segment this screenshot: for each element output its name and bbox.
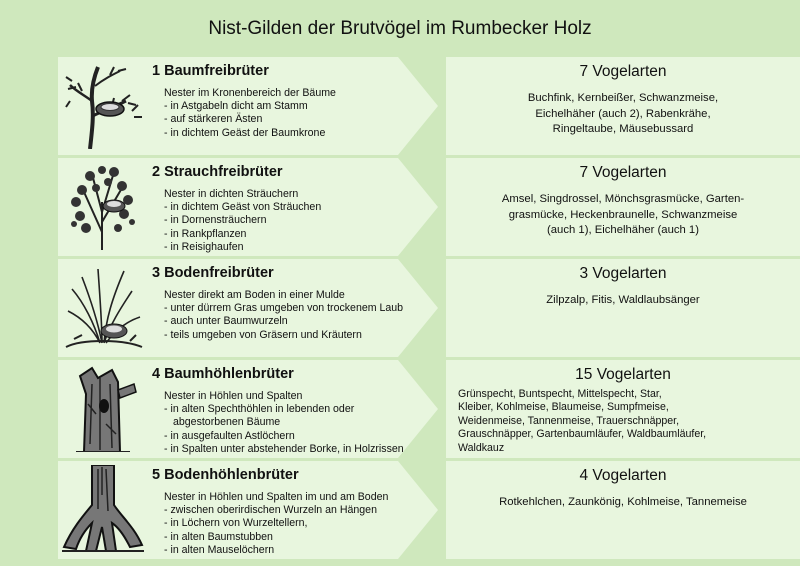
description-line: - in Dornensträuchern [164, 214, 267, 227]
description-line: - auch unter Baumwurzeln [164, 315, 288, 328]
species-line: Weidenmeise, Tannenmeise, Trauerschnäpper, [458, 414, 680, 427]
description-line: Nester in Höhlen und Spalten im und am Boden [164, 491, 389, 503]
species-line: Ringeltaube, Mäusebussard [552, 123, 694, 135]
species-line: Kleiber, Kohlmeise, Blaumeise, Sumpfmeise, [458, 401, 669, 414]
species-list [454, 91, 792, 138]
species-count: 15 Vogelarten [575, 366, 671, 383]
description-line: - teils umgeben von Gräsern und Kräutern [164, 328, 362, 341]
description-line: Nester in dichten Sträuchern [164, 188, 299, 200]
description-line: - in Spalten unter abstehender Borke, in Holzrissen [164, 442, 404, 455]
species-list [454, 495, 792, 511]
guild-row-3 [58, 259, 800, 357]
guild-arrow-1 [58, 57, 438, 155]
species-count: 7 Vogelarten [579, 164, 667, 181]
species-list [454, 192, 792, 239]
description-line: - in Rankpflanzen [164, 227, 247, 240]
description-line: Nester im Kronenbereich der Bäume [164, 87, 336, 99]
description-line: Nester direkt am Boden in einer Mulde [164, 289, 345, 301]
guild-arrow-3 [58, 259, 438, 357]
species-line: (auch 1), Eichelhäher (auch 1) [547, 224, 699, 236]
species-box-4 [446, 360, 800, 458]
guild-row-4 [58, 360, 800, 458]
guild-title: 2 Strauchfreibrüter [152, 164, 283, 180]
description-line: abgestorbenen Bäume [173, 416, 281, 429]
description-line: - in Löchern von Wurzeltellern, [164, 517, 308, 530]
guild-title: 4 Baumhöhlenbrüter [152, 366, 294, 382]
guild-row-1 [58, 57, 800, 155]
species-line: Waldkauz [458, 441, 505, 454]
description-line: - auf stärkeren Ästen [164, 113, 263, 126]
species-line: Buchfink, Kernbeißer, Schwanzmeise, [527, 92, 719, 104]
guild-description [164, 289, 403, 342]
guild-title: 3 Bodenfreibrüter [152, 265, 274, 281]
species-box-2 [446, 158, 800, 256]
guild-description [164, 188, 321, 254]
description-line: - in ausgefaulten Astlöchern [164, 429, 295, 442]
guild-description [164, 87, 336, 140]
species-line: Amsel, Singdrossel, Mönchsgrasmücke, Garten- [501, 193, 745, 205]
guild-description [164, 390, 404, 456]
guild-row-2 [58, 158, 800, 256]
species-box-1 [446, 57, 800, 155]
description-line: - in dichtem Geäst der Baumkrone [164, 126, 326, 139]
description-line: - unter dürrem Gras umgeben von trockenem Laub [164, 302, 404, 315]
species-box-5 [446, 461, 800, 559]
species-line: Grünspecht, Buntspecht, Mittelspecht, Star, [458, 388, 662, 400]
species-count: 7 Vogelarten [579, 63, 667, 80]
description-line: - in alten Baumstubben [164, 530, 273, 543]
description-line: - in Astgabeln dicht am Stamm [164, 100, 308, 113]
description-line: - in Reisighaufen [164, 240, 244, 253]
species-list [458, 388, 792, 455]
species-count: 4 Vogelarten [579, 467, 667, 484]
description-line: Nester in Höhlen und Spalten [164, 390, 303, 402]
ground-grass-nest-icon [62, 263, 144, 351]
species-list [454, 293, 792, 309]
guild-arrow-4 [58, 360, 438, 458]
guild-arrow-2 [58, 158, 438, 256]
species-box-3 [446, 259, 800, 357]
diagram-title: Nist-Gilden der Brutvögel im Rumbecker Holz [208, 18, 592, 39]
description-line: - in alten Mauselöchern [164, 543, 275, 556]
guild-arrow-5 [58, 461, 438, 559]
guild-description [164, 491, 388, 557]
description-line: - in dichtem Geäst von Sträuchen [164, 201, 322, 214]
guild-title: 1 Baumfreibrüter [152, 63, 269, 79]
tree-branch-nest-icon [62, 61, 144, 149]
guild-row-5 [58, 461, 800, 559]
tree-roots-icon [62, 465, 144, 553]
species-line: Rotkehlchen, Zaunkönig, Kohlmeise, Tannemeise [499, 496, 747, 508]
shrub-nest-icon [62, 162, 144, 250]
tree-trunk-cavity-icon [62, 364, 144, 452]
guild-title: 5 Bodenhöhlenbrüter [152, 467, 299, 483]
species-count: 3 Vogelarten [579, 265, 667, 282]
description-line: - in alten Spechthöhlen in lebenden oder [164, 403, 355, 416]
species-line: grasmücke, Heckenbraunelle, Schwanzmeise [508, 208, 738, 221]
species-line: Grauschnäpper, Gartenbaumläufer, Waldbaumläufer, [458, 428, 707, 441]
species-line: Eichelhäher (auch 2), Rabenkrähe, [535, 107, 711, 120]
description-line: - zwischen oberirdischen Wurzeln an Hängen [164, 504, 377, 517]
species-line: Zilpzalp, Fitis, Waldlaubsänger [546, 294, 700, 306]
